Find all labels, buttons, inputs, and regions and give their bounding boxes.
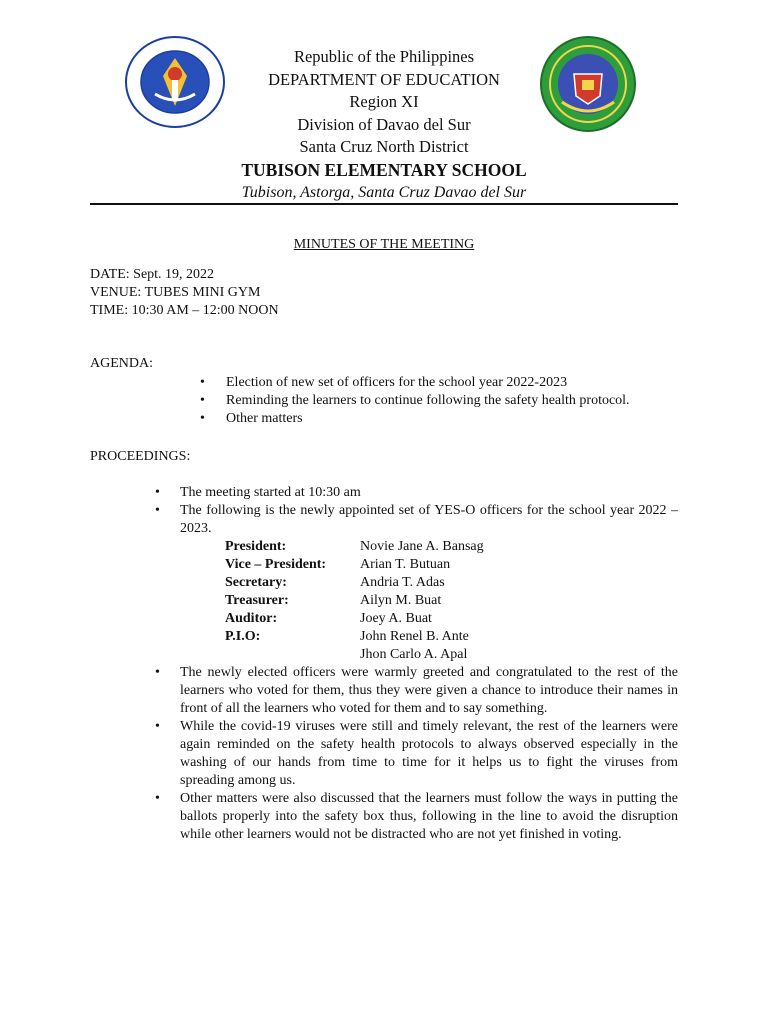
agenda-heading: AGENDA:	[90, 356, 153, 371]
officer-name: Jhon Carlo A. Apal	[360, 647, 468, 662]
list-item	[155, 790, 678, 844]
list-item-text: The newly elected officers were warmly greeted and congratulated to the rest of the learners who voted for them, thus they were given a chance to introduce their names in front of all the learners who voted for them and to say something.	[180, 665, 678, 716]
table-row	[225, 538, 484, 556]
officer-name: Joey A. Buat	[360, 611, 432, 626]
meeting-details	[90, 266, 279, 320]
school-name: TUBISON ELEMENTARY SCHOOL	[241, 159, 527, 180]
officer-role: P.I.O:	[225, 629, 261, 644]
table-row	[225, 628, 484, 646]
list-item: • Election of new set of officers for the school year 2022-2023	[200, 374, 630, 392]
division-line: Division of Davao del Sur	[297, 114, 471, 134]
table-row	[225, 610, 484, 628]
proceedings-list	[155, 484, 678, 844]
officer-name: Andria T. Adas	[360, 575, 445, 590]
list-item-text: Other matters were also discussed that the learners must follow the ways in putting the ballots properly into the safety box thus, following in the line to avoid the disruption while other learners would not be distracted who are not yet finished in voting.	[180, 791, 678, 842]
school-address: Tubison, Astorga, Santa Cruz Davao del Sur	[241, 183, 527, 201]
officer-name: Ailyn M. Buat	[360, 593, 442, 608]
region-line: Region XI	[349, 92, 419, 111]
officers-table	[225, 538, 484, 664]
republic-line: Republic of the Philippines	[293, 47, 475, 66]
table-row	[225, 646, 484, 664]
officer-role: Auditor:	[225, 611, 278, 626]
agenda-list	[200, 374, 630, 428]
list-item	[155, 502, 678, 664]
officer-name: Novie Jane A. Bansag	[360, 539, 484, 554]
officer-role: Vice – President:	[225, 557, 327, 572]
meeting-venue: VENUE: TUBES MINI GYM	[90, 285, 261, 300]
list-item	[155, 664, 678, 718]
department-line: DEPARTMENT OF EDUCATION	[268, 69, 500, 89]
letterhead	[0, 46, 768, 205]
proceedings-heading: PROCEEDINGS:	[90, 449, 191, 464]
document-title: MINUTES OF THE MEETING	[293, 237, 475, 252]
district-line: Santa Cruz North District	[299, 137, 469, 156]
list-item-text: While the covid-19 viruses were still and timely relevant, the rest of the learners were again reminded on the safety health protocols to always observed especially in the washing of our hands from time to time for it helps us to fight the viruses from spreading among us.	[180, 719, 678, 788]
meeting-date: DATE: Sept. 19, 2022	[90, 267, 215, 282]
officer-role: President:	[225, 539, 287, 554]
list-item-text: The meeting started at 10:30 am	[180, 485, 361, 500]
list-item	[155, 484, 678, 502]
officer-role	[225, 646, 360, 664]
officer-name: John Renel B. Ante	[360, 629, 469, 644]
officer-name: Arian T. Butuan	[360, 557, 451, 572]
table-row	[225, 556, 484, 574]
table-row	[225, 574, 484, 592]
list-item: • Reminding the learners to continue following the safety health protocol.	[200, 392, 630, 410]
officer-role: Treasurer:	[225, 593, 289, 608]
table-row	[225, 592, 484, 610]
list-item: • Other matters	[200, 410, 630, 428]
list-item-text: The following is the newly appointed set of YES-O officers for the school year 2022 – 2023.	[180, 503, 678, 536]
meeting-time: TIME: 10:30 AM – 12:00 NOON	[90, 303, 279, 318]
header-divider	[90, 203, 678, 205]
officer-role: Secretary:	[225, 575, 287, 590]
list-item	[155, 718, 678, 790]
